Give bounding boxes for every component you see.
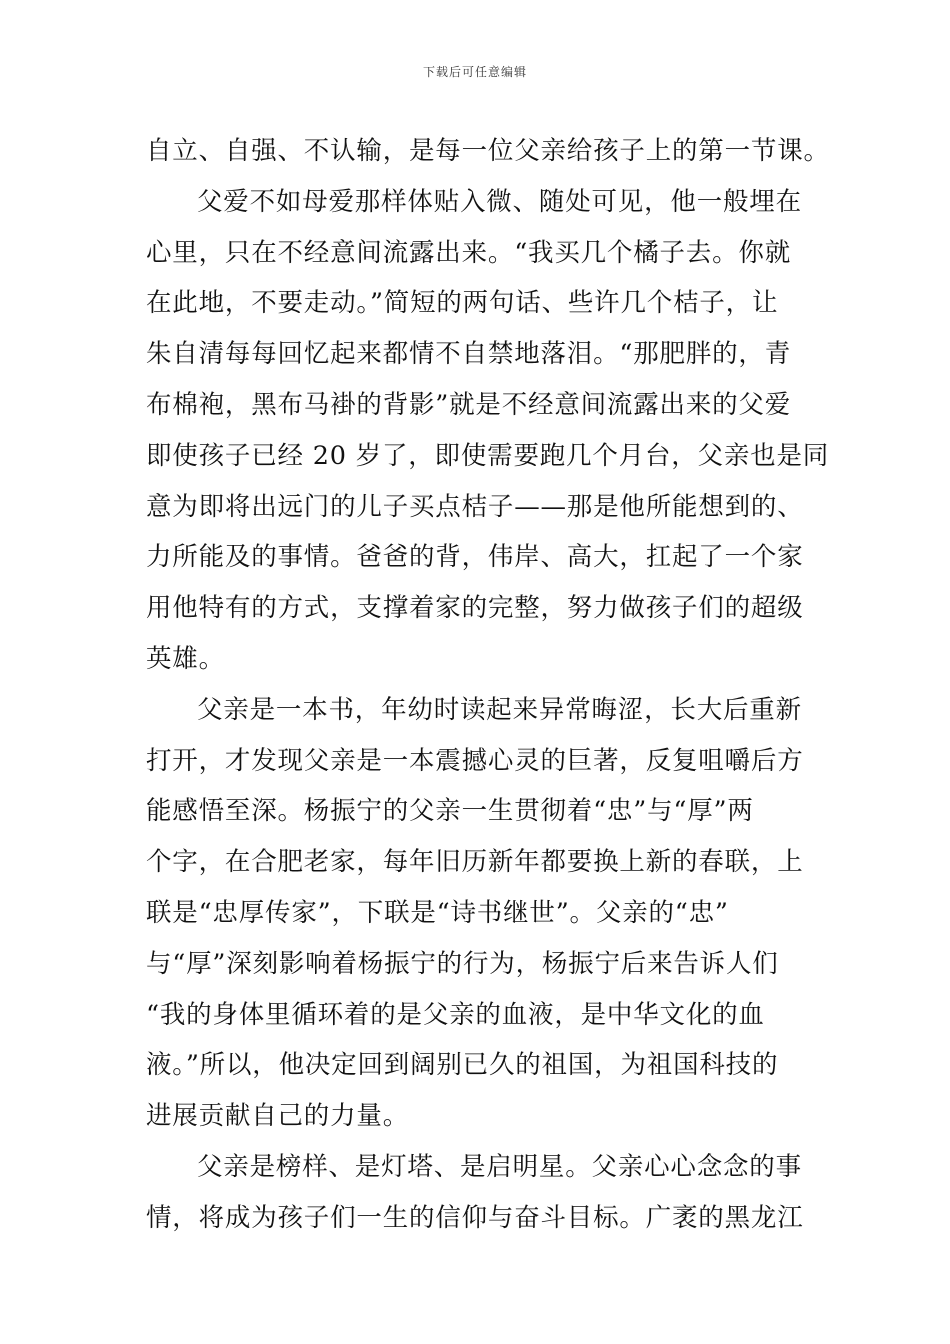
- text-line: 个字，在合肥老家，每年旧历新年都要换上新的春联，上: [146, 847, 804, 878]
- text-line: 情，将成为孩子们一生的信仰与奋斗目标。广袤的黑龙江: [146, 1202, 804, 1233]
- text-line: 父爱不如母爱那样体贴入微、随处可见，他一般埋在: [197, 186, 802, 217]
- text-line: 父亲是一本书，年幼时读起来异常晦涩，长大后重新: [197, 694, 802, 725]
- text-line: 在此地，不要走动。”简短的两句话、些许几个桔子，让: [146, 288, 779, 319]
- text-line: 液。”所以，他决定回到阔别已久的祖国，为祖国科技的: [146, 1050, 779, 1081]
- text-line: 能感悟至深。杨振宁的父亲一生贯彻着“忠”与“厚”两: [146, 796, 754, 827]
- page-header: 下载后可任意编辑: [422, 65, 527, 79]
- text-line: 父亲是榜样、是灯塔、是启明星。父亲心心念念的事: [197, 1151, 802, 1182]
- text-line: 进展贡献自己的力量。: [146, 1101, 410, 1132]
- document-body: [146, 126, 830, 1244]
- text-line: 与“厚”深刻影响着杨振宁的行为，杨振宁后来告诉人们: [146, 948, 779, 979]
- text-line: 布棉袍，黑布马褂的背影”就是不经意间流露出来的父爱: [146, 389, 792, 420]
- text-line: 打开，才发现父亲是一本震撼心灵的巨著，反复咀嚼后方: [146, 745, 804, 776]
- text-line: 自立、自强、不认输，是每一位父亲给孩子上的第一节课。: [146, 136, 830, 166]
- text-line: 意为即将出远门的儿子买点桔子——那是他所能想到的、: [146, 491, 804, 522]
- text-line: 力所能及的事情。爸爸的背，伟岸、高大，扛起了一个家: [146, 542, 804, 573]
- text-line: 用他特有的方式，支撑着家的完整，努力做孩子们的超级: [146, 593, 804, 624]
- text-line: 心里，只在不经意间流露出来。“我买几个橘子去。你就: [146, 237, 792, 268]
- text-line: 朱自清每每回忆起来都情不自禁地落泪。“那肥胖的，青: [146, 339, 792, 370]
- text-line: “我的身体里循环着的是父亲的血液，是中华文化的血: [146, 999, 765, 1030]
- text-line: 联是“忠厚传家”，下联是“诗书继世”。父亲的“忠”: [146, 897, 729, 928]
- text-line: 英雄。: [146, 643, 225, 674]
- text-line: 即使孩子已经 20 岁了，即使需要跑几个月台，父亲也是同: [146, 440, 830, 471]
